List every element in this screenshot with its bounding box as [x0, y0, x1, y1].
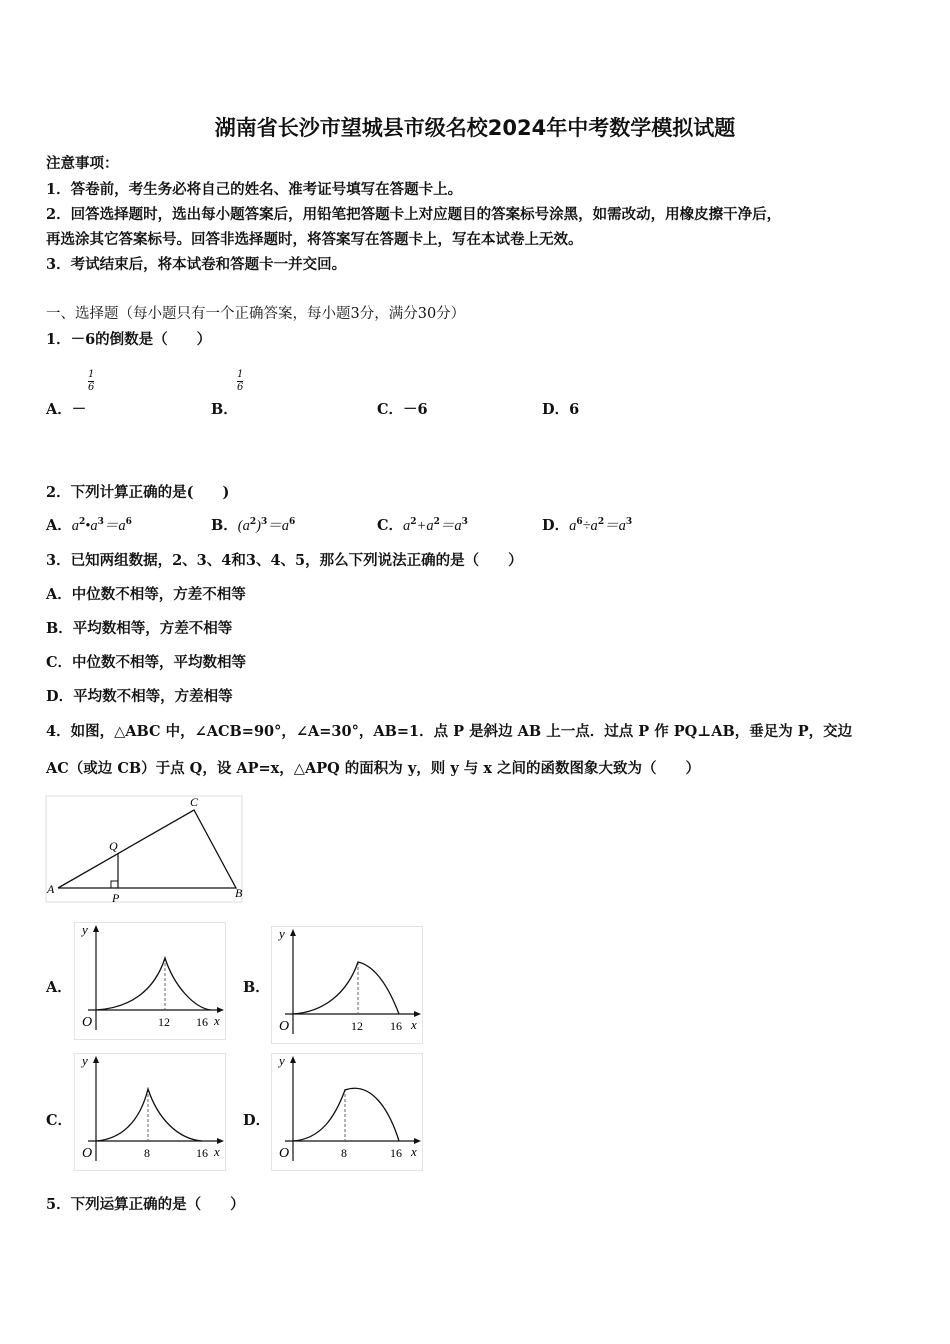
origin-label: O	[82, 1146, 93, 1161]
question-4-stem-line1: 4．如图，△ABC 中，∠ACB=90°，∠A=30°，AB=1．点 P 是斜边 AB 上一点．过点 P 作 PQ⊥AB，垂足为 P，交边	[46, 723, 853, 740]
section-heading: 一、选择题（每小题只有一个正确答案，每小题3分，满分30分）	[46, 306, 466, 322]
tick-label: 8	[341, 1146, 347, 1160]
q4-option-c[interactable]: C．	[46, 1112, 73, 1129]
q2-option-a[interactable]	[46, 514, 132, 535]
tick-label: 12	[158, 1015, 170, 1029]
notice-heading: 注意事项：	[46, 155, 119, 172]
triangle-figure	[44, 794, 244, 906]
y-axis-label: y	[82, 922, 88, 937]
exponent: 3	[97, 517, 104, 528]
y-axis-label: y	[279, 926, 285, 941]
graph-a[interactable]	[74, 922, 226, 1040]
question-5-stem: 5．下列运算正确的是（ ）	[46, 1196, 245, 1213]
x-axis-label: x	[411, 1017, 417, 1032]
graph-d[interactable]	[271, 1053, 423, 1171]
y-axis-label: y	[82, 1053, 88, 1068]
expr-part: a	[403, 518, 411, 534]
expr-part: ＝a	[439, 518, 462, 534]
exponent: 2	[597, 517, 605, 528]
expr-part: ＝a	[103, 518, 126, 534]
exponent: 3	[260, 517, 268, 528]
q1-option-a-fraction	[88, 370, 94, 393]
origin-label: O	[279, 1146, 290, 1161]
fraction-numerator: 1	[88, 369, 95, 380]
label-a: A	[47, 882, 55, 896]
q3-option-b[interactable]: B．平均数相等，方差不相等	[46, 620, 233, 637]
option-label: B．	[211, 517, 238, 534]
exponent: 6	[125, 517, 132, 528]
expr-part: ＝a	[604, 518, 626, 534]
expr-part: a	[71, 518, 80, 534]
q1-option-b-fraction	[237, 370, 243, 393]
exponent: 6	[576, 517, 583, 528]
tick-label: 8	[144, 1146, 150, 1160]
q3-option-d[interactable]: D．平均数不相等，方差相等	[46, 688, 233, 705]
notice-item: 3．考试结束后，将本试卷和答题卡一并交回。	[46, 256, 347, 273]
origin-label: O	[82, 1015, 93, 1030]
q2-option-d[interactable]	[542, 514, 632, 535]
x-axis-label: x	[214, 1013, 220, 1028]
exponent: 3	[461, 517, 468, 528]
graph-b[interactable]	[271, 926, 423, 1044]
tick-label: 12	[351, 1019, 363, 1033]
exponent: 2	[79, 517, 86, 528]
fraction-numerator: 1	[237, 369, 244, 380]
fraction-denominator: 6	[237, 382, 244, 393]
right-angle-mark	[111, 881, 118, 888]
page-title: 湖南省长沙市望城县市级名校2024年中考数学模拟试题	[214, 116, 736, 140]
graph-c[interactable]	[74, 1053, 226, 1171]
question-1-stem: 1．－6的倒数是（ ）	[46, 331, 212, 348]
expr-part: ＝a	[267, 518, 289, 534]
figure-frame	[46, 796, 242, 902]
q4-option-b[interactable]: B．	[243, 979, 270, 996]
label-p: P	[112, 891, 120, 905]
q3-option-a[interactable]: A．中位数不相等，方差不相等	[46, 586, 246, 603]
q2-option-b[interactable]	[211, 514, 295, 535]
fraction-denominator: 6	[88, 382, 95, 393]
expr-part: •a	[85, 518, 98, 534]
q2-option-c[interactable]	[377, 514, 468, 535]
triangle-abc	[58, 810, 236, 888]
q1-option-d[interactable]: D．6	[542, 401, 580, 418]
q1-option-a[interactable]: A．－	[46, 401, 87, 418]
q1-option-b[interactable]: B．	[211, 401, 238, 418]
expr-part: )	[256, 518, 261, 534]
notice-item: 再选涂其它答案标号。回答非选择题时，将答案写在答题卡上，写在本试卷上无效。	[46, 231, 583, 248]
q4-option-d[interactable]: D．	[243, 1112, 271, 1129]
exponent: 2	[433, 517, 440, 528]
q1-option-c[interactable]: C．－6	[377, 401, 428, 418]
tick-label: 16	[196, 1146, 208, 1160]
x-axis-label: x	[411, 1144, 417, 1159]
expr-part: ÷a	[582, 518, 598, 534]
origin-label: O	[279, 1019, 290, 1034]
notice-item: 2．回答选择题时，选出每小题答案后，用铅笔把答题卡上对应题目的答案标号涂黑，如需改动，用橡皮擦干净后，	[46, 206, 782, 223]
tick-label: 16	[196, 1015, 208, 1029]
notice-item: 1．答卷前，考生务必将自己的姓名、准考证号填写在答题卡上。	[46, 181, 463, 198]
tick-label: 16	[390, 1146, 402, 1160]
expr-part: (a	[237, 518, 250, 534]
q3-option-c[interactable]: C．中位数不相等，平均数相等	[46, 654, 247, 671]
exponent: 3	[625, 517, 633, 528]
y-axis-label: y	[279, 1053, 285, 1068]
question-3-stem: 3．已知两组数据，2、3、4和3、4、5，那么下列说法正确的是（ ）	[46, 552, 523, 569]
label-q: Q	[109, 839, 118, 853]
option-label: D．	[542, 517, 570, 534]
tick-label: 16	[390, 1019, 402, 1033]
q4-option-a[interactable]: A．	[46, 979, 72, 996]
label-b: B	[235, 886, 243, 900]
question-2-stem: 2．下列计算正确的是( )	[46, 484, 230, 501]
label-c: C	[190, 795, 199, 809]
x-axis-label: x	[214, 1144, 220, 1159]
exponent: 2	[410, 517, 417, 528]
expr-part: +a	[416, 518, 434, 534]
exponent: 6	[288, 517, 296, 528]
question-4-stem-line2: AC（或边 CB）于点 Q，设 AP=x，△APQ 的面积为 y，则 y 与 x 之间的函数图象大致为（ ）	[46, 760, 701, 777]
option-label: A．	[46, 517, 72, 534]
option-label: C．	[377, 517, 404, 534]
exponent: 2	[249, 517, 257, 528]
expr-part: a	[569, 518, 577, 534]
